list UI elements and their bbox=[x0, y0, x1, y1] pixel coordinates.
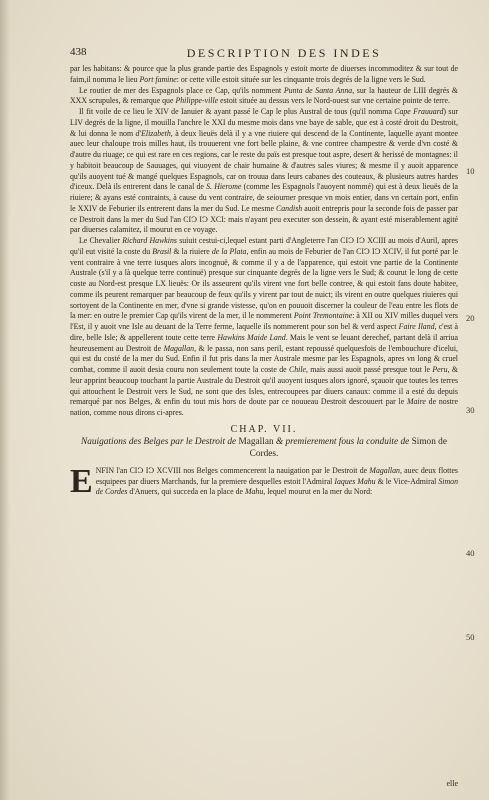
paragraph: par les habitans: & pource que la plus grande partie des Espagnols y estoit morte de diuerses incommoditez & sur tout de faim,il nomma le lieu Port famine: or cette ville estoit située sur les cinquante trois degrés de la ligne vers le Sud. bbox=[70, 64, 458, 84]
margin-line-number: 10 bbox=[466, 166, 475, 176]
catchword: elle bbox=[446, 779, 458, 788]
paragraph: Le Chevalier Richard Hawkins suiuit cestui-ci,lequel estant parti d'Angleterre l'an CIↃ IↃ XCIII au mois d'Auril, apres qu'il eut visité la coste du Brasil & la riuiere de la Plata, enfin au mois de Feburier de l'an CIↃ IↃ XCIV, il fut porté par le vent contraire à vne terre iusques alors incognuë, & comme il y a de l'apparence, qui estoit vne partie de la Continente Australe (s'il y a là quelque terre continuë) presque sur cinquante degrés de la ligne vers le Sud; & courut le long de cette coste au Nord-est presque LX lieuës: Or ils asseurent qu'ils virent vne fort belle contree, & qui estoit fans doute habitee, comme ils peurent remarquer par beaucoup de feux qu'ils y virent par tout de nuict; ils virent en outre quelques riuieres qui sortoyent de la Continente en mer, d'vne si grande vistesse, qu'on en pouuoit discerner la couleur de l'eau entre les flots de la mer: en outre le premier Cap qu'ils virent de la mer, il le nommerent Point Tremontaine: à XII ou XIV milles duquel vers l'Est, il y auoit vne Isle au deuant de la Terre ferme, laquelle ils nommerent pour son bel & verd aspect Faire Iland, c'est à dire, belle Isle; & appellerent toute cette terre Hawkins Maide Land. Mais le vent se leuant derechef, partant delà il arriua heureusement au Destroit de Magallan, & le passa, non sans peril, estant repoussé quelquesfois de l'embouchure d'icelui, qui est du costé de la mer du Sud. Enfin il fut pris dans la mer Australe mesme par les Espagnols, apres vn long & cruel combat, comme il auoit desia couru non seulement toute la coste de Chile, mais aussi auoit passé presque tout le Peru, & leur apprint beaucoup touchant la partie Australe du Destroit qu'il auoyent iusques alors ignoré, sçauoir que toutes les terres qui attouchent le Destroit vers le Sud, ne sont que des Isles, entrecoupees par diuers canaux: comme il a esté du depuis remarqué par nos Belges, & enfin du tout mis hors de doute par ce nouueau Destroit descouuert par le Maire de nostre nation, comme nous dirons ci-apres. bbox=[70, 236, 459, 417]
paragraph: Le routier de mer des Espagnols place ce Cap, qu'ils nomment Punta de Santa Anna, sur la hauteur de LIII degrés & XXX scrupules, & remarque que Philippe-ville estoit située au dessus vers le Nord-ouest sur vne certaine pointe de terre. bbox=[70, 85, 458, 106]
chapter-heading: CHAP. VII. bbox=[230, 423, 298, 435]
page-header bbox=[70, 46, 458, 60]
drop-cap: E bbox=[70, 462, 93, 500]
chapter-caption: Nauigations des Belges par le Destroit de Magallan & premierement fous la conduite de Simon de Cordes. bbox=[81, 436, 447, 460]
paragraph: Il fit voile de ce lieu le XIV de Ianuier & ayant passé le Cap le plus Austral de tous (qu'il nomma Cape Frauuard) sur LIV degrés de la ligne, il mouilla l'anchre le XXI du mesme mois dans vne baye de sable, que est à costé droit du Destroit, & lui donna le nom d'Elizabeth, à deux lieuës delà il y a vne riuiere qui descend de la Continente, laquelle ayant montee auec leur chaloupe trois milles haut, ils trouuerent vne fort belle plaine, & vne contree champestre & verde d'vn costé & d'autre du riuage; ce qui est rare en ces regions, car le reste du païs est presque tout aspre, desert & herissé de montagnes: il y habitoit beaucoup de Sauuages, qui viuoyent de chair humaine & d'autres sales viures; & mesme il y auoit apparence qu'ils auoyent tué & mangé quelques Espagnols, car on trouua dans leurs cabanes des couteaux, & plusieurs autres hardes d'iceux. Delà ils entrerent dans le canal de S. Hierome (comme les Espagnols l'auoyent nommé) qui est à deux lieuës de la riuiere; & ayans esté contraints, à cause du vent contraire, de seiourner presque vn mois entier, dans vn certain port, enfin le XXIV de Feburier ils entrerent dans la mer du Sud. Le mesme Candish auoit entrepris pour la seconde fois de passer par ce Destroit dans la mer du Sud l'an CIↃ IↃ XCI: mais n'ayant peu executer son dessein, & ayant esté miserablement agité par diuerses calamitez, il mourut en ce voyage. bbox=[70, 107, 459, 235]
margin-line-number: 30 bbox=[466, 405, 475, 415]
margin-line-number: 40 bbox=[466, 548, 475, 558]
page-gutter-shadow bbox=[0, 0, 10, 800]
paragraph: ENFIN l'an CIↃ IↃ XCVIII nos Belges commencerent la nauigation par le Destroit de Magallan, auec deux flottes esquipees par diuers Marchands, fur la premiere desquelles estoit l'Admiral Iaques Mahu & le Vice-Admiral Simon de Cordes d'Anuers, qui succeda en la place de Mahu, lequel mourut en la mer du Nord: bbox=[70, 462, 458, 500]
margin-line-number: 20 bbox=[466, 313, 475, 323]
main-text bbox=[70, 64, 458, 498]
running-title: DESCRIPTION DES INDES bbox=[186, 46, 382, 60]
margin-line-number: 50 bbox=[466, 632, 475, 642]
page-number: 438 bbox=[70, 46, 87, 58]
